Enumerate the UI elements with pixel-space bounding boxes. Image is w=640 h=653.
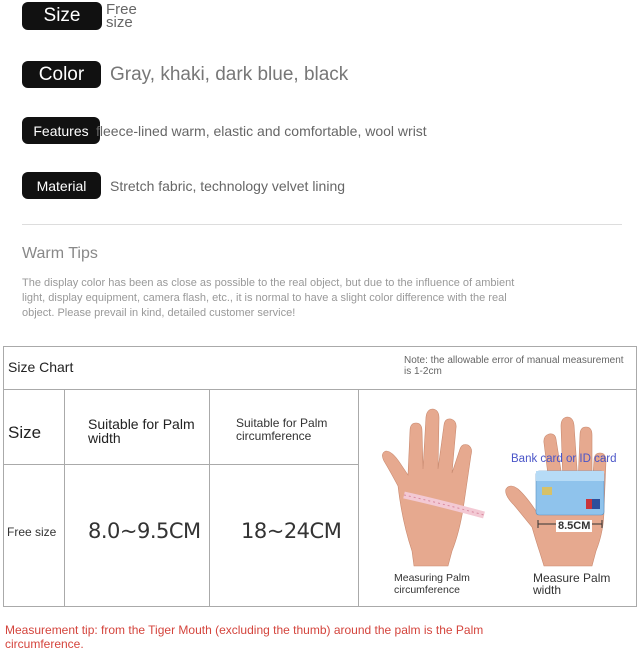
material-label-pill: Material — [22, 172, 101, 199]
card-measure-label: 8.5CM — [558, 520, 591, 532]
table-divider — [4, 389, 636, 390]
size-chart-note: Note: the allowable error of manual measurement is 1-2cm — [404, 355, 624, 377]
material-value: Stretch fabric, technology velvet lining — [110, 177, 346, 194]
spec-row-features — [22, 117, 427, 144]
warm-tips-text: The display color has been as close as possible to the real object, but due to the influence of ambient light, display equipment, camera flash, etc., it is normal to have a slight color difference with the real object. Please prevail in kind, detailed customer service! — [22, 277, 515, 319]
size-value: Free size — [106, 1, 137, 31]
header-palm-width: Suitable for Palm width — [88, 416, 195, 446]
caption-palm-circumference: Measuring Palm circumference — [394, 572, 470, 596]
header-size: Size — [8, 423, 42, 442]
spec-row-size — [22, 2, 166, 30]
measurement-tip: Measurement tip: from the Tiger Mouth (excluding the thumb) around the palm is the Palm circumference. — [5, 623, 484, 651]
row-size-value: Free size — [7, 525, 57, 539]
hand-measurement-illustration — [360, 391, 637, 607]
features-label-pill: Features — [22, 117, 100, 144]
section-divider — [22, 224, 622, 225]
spec-row-color — [22, 61, 348, 88]
color-value: Gray, khaki, dark blue, black — [110, 63, 349, 85]
size-chart-table — [3, 346, 637, 607]
header-palm-circumference: Suitable for Palm circumference — [236, 416, 328, 443]
left-hand-icon — [382, 409, 471, 566]
size-label-pill: Size — [22, 2, 102, 30]
bank-card-label: Bank card or ID card — [511, 453, 617, 465]
table-divider — [4, 464, 358, 465]
size-chart-title: Size Chart — [8, 359, 74, 375]
table-divider — [64, 389, 65, 606]
table-divider — [358, 389, 359, 606]
palm-width-value: 8.0~9.5CM — [88, 519, 201, 543]
palm-circumference-value: 18~24CM — [241, 519, 342, 543]
table-divider — [209, 389, 210, 606]
color-label-pill: Color — [22, 61, 101, 88]
spec-row-material — [22, 172, 345, 199]
warm-tips-title: Warm Tips — [22, 245, 98, 262]
features-value: fleece-lined warm, elastic and comfortable, wool wrist — [96, 122, 427, 139]
bank-card-icon — [536, 471, 604, 515]
caption-palm-width: Measure Palm width — [533, 571, 611, 597]
